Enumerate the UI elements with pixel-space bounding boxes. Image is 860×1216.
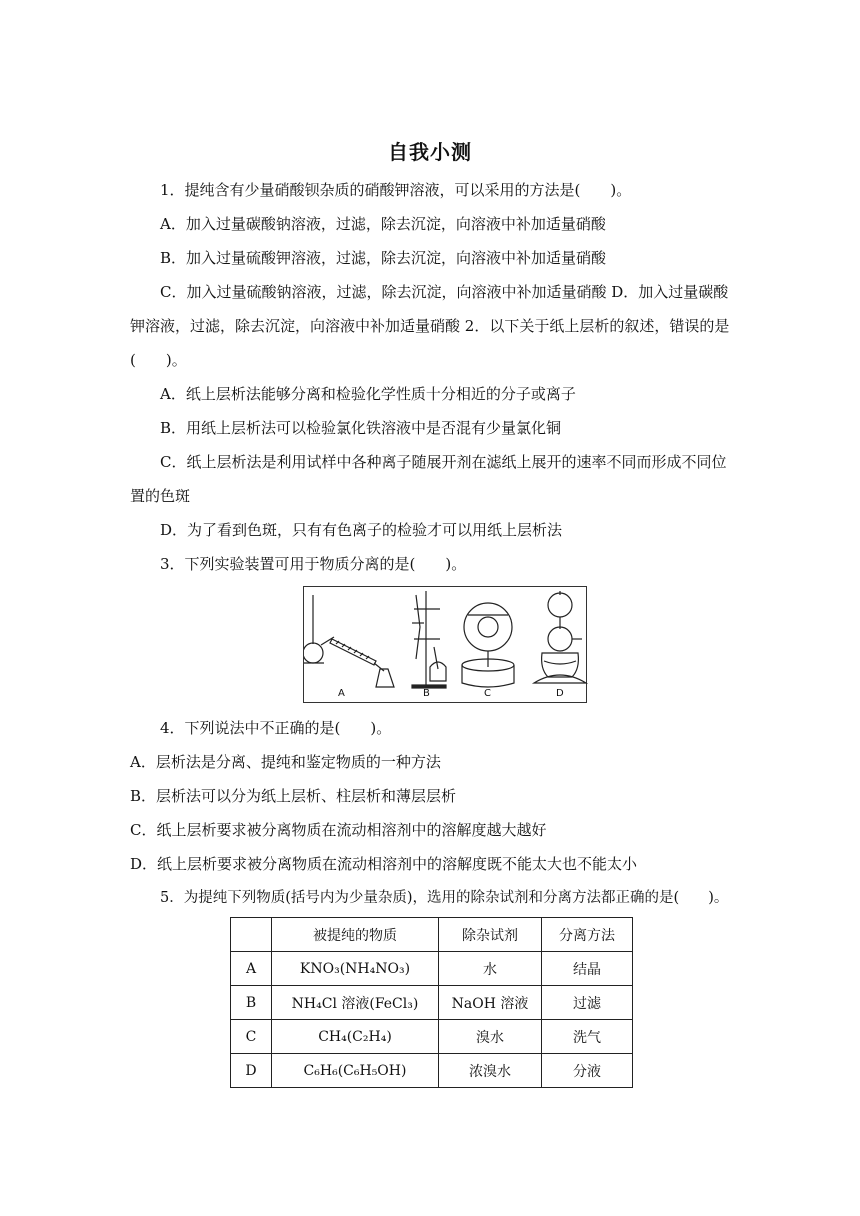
distillation-apparatus-drawing (304, 595, 394, 687)
filtration-stand-drawing (412, 591, 446, 688)
figure-label-a: A (338, 688, 345, 699)
row-label: D (231, 1054, 272, 1088)
reagent-cell: 溴水 (439, 1020, 542, 1054)
question-4-stem: 4．下列说法中不正确的是( )。 (160, 719, 392, 737)
table-row (231, 986, 633, 1020)
q2-option-a: A．纸上层析法能够分离和检验化学性质十分相近的分子或离子 (160, 385, 576, 403)
reagent-cell: NaOH 溶液 (439, 986, 542, 1020)
substance-cell: CH₄(C₂H₄) (272, 1020, 439, 1054)
substance-cell: KNO₃(NH₄NO₃) (272, 952, 439, 986)
figure-label-d: D (556, 688, 564, 699)
table-header-row (231, 918, 633, 952)
method-cell: 过滤 (542, 986, 633, 1020)
substance-cell: C₆H₆(C₆H₅OH) (272, 1054, 439, 1088)
q1-option-a: A．加入过量碳酸钠溶液，过滤，除去沉淀，向溶液中补加适量硝酸 (160, 215, 606, 233)
table-row (231, 1054, 633, 1088)
table-row (231, 952, 633, 986)
question-3-stem: 3．下列实验装置可用于物质分离的是( )。 (160, 555, 467, 573)
table-row (231, 1020, 633, 1054)
chromatography-dish-drawing (462, 603, 514, 687)
q4-option-a: A．层析法是分离、提纯和鉴定物质的一种方法 (130, 753, 441, 771)
q2-option-c: C．纸上层析法是利用试样中各种离子随展开剂在滤纸上展开的速率不同而形成不同位 (160, 453, 727, 471)
figure-label-b: B (423, 688, 430, 699)
page-title: 自我小测 (388, 140, 472, 164)
q4-option-d: D．纸上层析要求被分离物质在流动相溶剂中的溶解度既不能太大也不能太小 (130, 855, 638, 873)
kipp-apparatus-drawing (534, 591, 586, 683)
q1-option-d-line: 钾溶液，过滤，除去沉淀，向溶液中补加适量硝酸 2．以下关于纸上层析的叙述，错误的是 (130, 317, 730, 335)
table-header-cell: 分离方法 (542, 918, 633, 952)
table-header-cell: 被提纯的物质 (272, 918, 439, 952)
row-label: A (231, 952, 272, 986)
figure-label-c: C (484, 688, 491, 699)
q4-option-b: B．层析法可以分为纸上层析、柱层析和薄层层析 (130, 787, 457, 805)
substance-cell: NH₄Cl 溶液(FeCl₃) (272, 986, 439, 1020)
question-5-stem: 5．为提纯下列物质(括号内为少量杂质)，选用的除杂试剂和分离方法都正确的是( )。 (160, 890, 729, 906)
method-cell: 洗气 (542, 1020, 633, 1054)
q2-option-d: D．为了看到色斑，只有有色离子的检验才可以用纸上层析法 (160, 521, 563, 539)
q1-option-b: B．加入过量硫酸钾溶液，过滤，除去沉淀，向溶液中补加适量硝酸 (160, 249, 607, 267)
purification-table (230, 917, 633, 1088)
table-header-cell (231, 918, 272, 952)
question-2-tail: ( )。 (130, 351, 187, 369)
reagent-cell: 水 (439, 952, 542, 986)
q1-option-c-line: C．加入过量硫酸钠溶液，过滤，除去沉淀，向溶液中补加适量硝酸 D．加入过量碳酸 (160, 283, 729, 301)
row-label: C (231, 1020, 272, 1054)
question-1-stem: 1．提纯含有少量硝酸钡杂质的硝酸钾溶液，可以采用的方法是( )。 (160, 181, 632, 199)
row-label: B (231, 986, 272, 1020)
reagent-cell: 浓溴水 (439, 1054, 542, 1088)
q4-option-c: C．纸上层析要求被分离物质在流动相溶剂中的溶解度越大越好 (130, 821, 547, 839)
table-header-cell: 除杂试剂 (439, 918, 542, 952)
q2-option-c-cont: 置的色斑 (130, 487, 191, 505)
apparatus-figure (303, 586, 587, 703)
method-cell: 分液 (542, 1054, 633, 1088)
method-cell: 结晶 (542, 952, 633, 986)
q2-option-b: B．用纸上层析法可以检验氯化铁溶液中是否混有少量氯化铜 (160, 419, 562, 437)
